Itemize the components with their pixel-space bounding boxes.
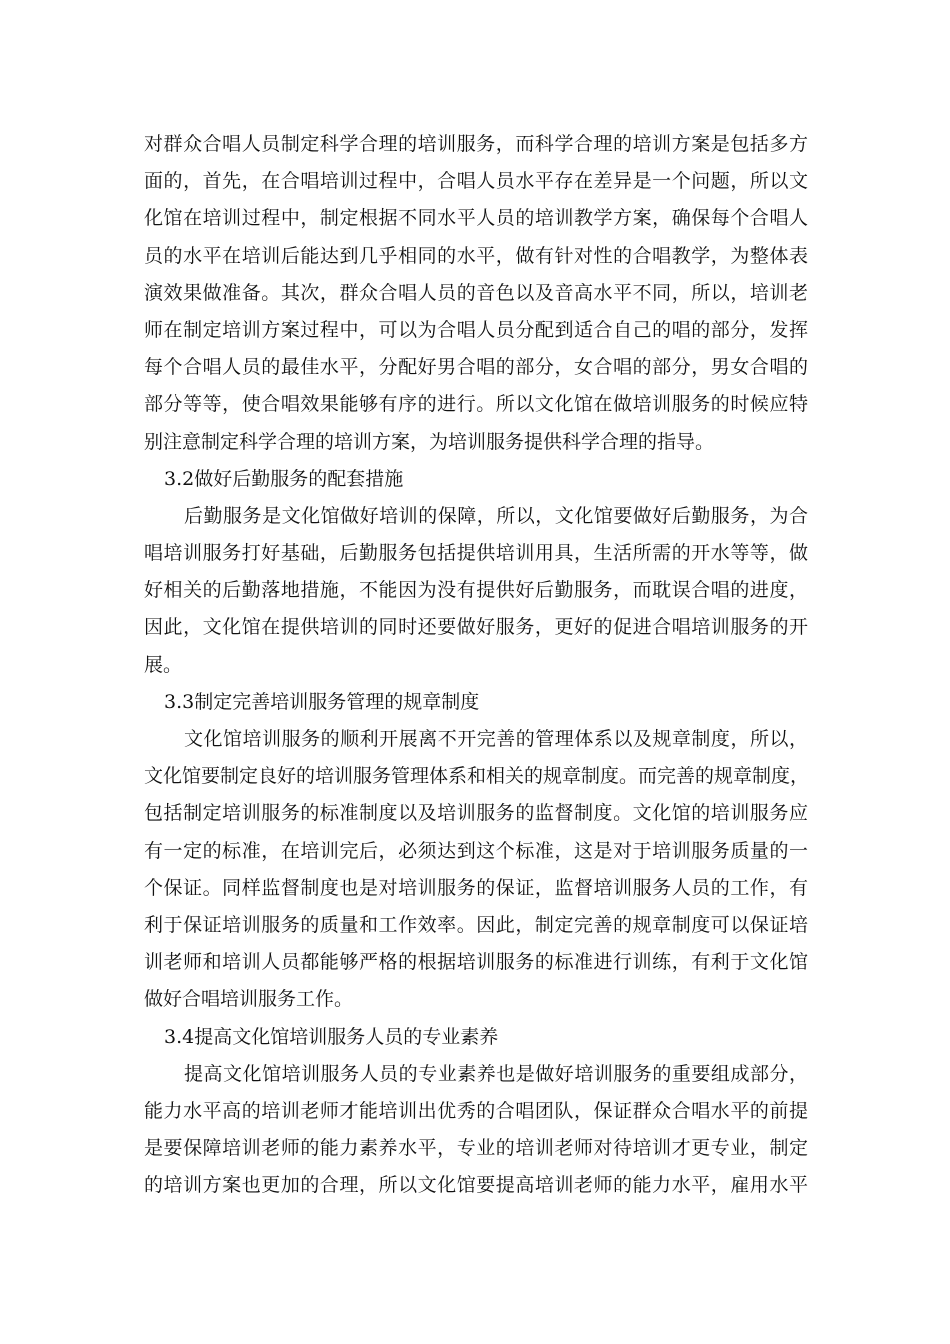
paragraph-line: 的培训方案也更加的合理，所以文化馆要提高培训老师的能力水平，雇用水平 [144, 1174, 808, 1197]
paragraph-line: 能力水平高的培训老师才能培训出优秀的合唱团队，保证群众合唱水平的前提 [144, 1099, 808, 1122]
paragraph-line: 对群众合唱人员制定科学合理的培训服务，而科学合理的培训方案是包括多方 [144, 133, 808, 155]
paragraph-line: 每个合唱人员的最佳水平，分配好男合唱的部分，女合唱的部分，男女合唱的 [144, 356, 808, 379]
paragraph-line: 包括制定培训服务的标准制度以及培训服务的监督制度。文化馆的培训服务应 [144, 802, 808, 825]
paragraph-line: 员的水平在培训后能达到几乎相同的水平，做有针对性的合唱教学，为整体表 [144, 244, 808, 267]
section-heading: 3.4提高文化馆培训服务人员的专业素养 [164, 1025, 499, 1048]
paragraph-line: 训老师和培训人员都能够严格的根据培训服务的标准进行训练，有利于文化馆 [144, 951, 808, 974]
paragraph-line: 提高文化馆培训服务人员的专业素养也是做好培训服务的重要组成部分， [184, 1062, 808, 1085]
paragraph-line: 利于保证培训服务的质量和工作效率。因此，制定完善的规章制度可以保证培 [144, 913, 808, 936]
paragraph-line: 文化馆培训服务的顺利开展离不开完善的管理体系以及规章制度，所以， [184, 728, 808, 750]
paragraph-line: 唱培训服务打好基础，后勤服务包括提供培训用具，生活所需的开水等等，做 [144, 542, 808, 565]
paragraph-line: 后勤服务是文化馆做好培训的保障，所以，文化馆要做好后勤服务，为合 [184, 504, 808, 527]
paragraph-line: 师在制定培训方案过程中，可以为合唱人员分配到适合自己的唱的部分，发挥 [144, 318, 808, 341]
section-heading: 3.3制定完善培训服务管理的规章制度 [164, 690, 480, 713]
document-body [144, 126, 808, 1204]
paragraph-line: 别注意制定科学合理的培训方案，为培训服务提供科学合理的指导。 [144, 430, 715, 453]
paragraph-line: 演效果做准备。其次，群众合唱人员的音色以及音高水平不同，所以，培训老 [144, 281, 808, 304]
paragraph-line: 好相关的后勤落地措施，不能因为没有提供好后勤服务，而耽误合唱的进度， [144, 579, 808, 602]
paragraph-line: 因此，文化馆在提供培训的同时还要做好服务，更好的促进合唱培训服务的开 [144, 616, 808, 639]
paragraph-line: 部分等等，使合唱效果能够有序的进行。所以文化馆在做培训服务的时候应特 [144, 393, 808, 416]
paragraph-line: 展。 [144, 653, 183, 676]
paragraph-line: 有一定的标准，在培训完后，必须达到这个标准，这是对于培训服务质量的一 [144, 839, 808, 862]
paragraph-line: 做好合唱培训服务工作。 [144, 988, 354, 1011]
section-heading: 3.2做好后勤服务的配套措施 [164, 467, 404, 490]
paragraph-line: 文化馆要制定良好的培训服务管理体系和相关的规章制度。而完善的规章制度， [144, 765, 810, 788]
paragraph-line: 面的，首先，在合唱培训过程中，合唱人员水平存在差异是一个问题，所以文 [144, 170, 808, 193]
paragraph-line: 个保证。同样监督制度也是对培训服务的保证，监督培训服务人员的工作，有 [144, 876, 808, 899]
paragraph-line: 化馆在培训过程中，制定根据不同水平人员的培训教学方案，确保每个合唱人 [144, 207, 808, 230]
paragraph-line: 是要保障培训老师的能力素养水平，专业的培训老师对待培训才更专业，制定 [144, 1137, 808, 1160]
